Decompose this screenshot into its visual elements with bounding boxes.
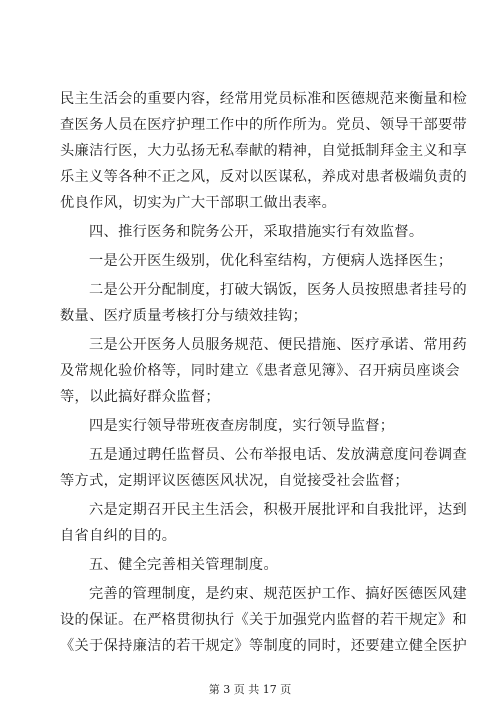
text-line: 优良作风，切实为广大干部职工做出表率。 <box>60 195 337 211</box>
text-line: 一是公开医生级别，优化科室结构，方便病人选择医生； <box>89 253 453 269</box>
text-line: 完善的管理制度，是约束、规范医护工作、搞好医德医风建 <box>89 586 467 602</box>
text-line: 数量、医疗质量考核打分与绩效挂钩； <box>60 308 308 324</box>
text-line: 头廉洁行医，大力弘扬无私奉献的精神，自觉抵制拜金主义和享 <box>60 143 468 159</box>
text-line: 查医务人员在医疗护理工作中的所作所为。党员、领导干部要带 <box>60 117 468 133</box>
page-footer: 第 3 页 共 17 页 <box>208 683 292 696</box>
section-heading: 四、推行医务和院务公开，采取措施实行有效监督。 <box>89 224 424 240</box>
text-line: 等，以此搞好群众监督； <box>60 389 220 405</box>
text-line: 民主生活会的重要内容，经常用党员标准和医德规范来衡量和检 <box>60 91 468 107</box>
text-line: 等方式，定期评议医德医风状况，自觉接受社会监督； <box>60 473 409 489</box>
section-heading: 五、健全完善相关管理制度。 <box>89 557 278 573</box>
text-line: 三是公开医务人员服务规范、便民措施、医疗承诺、常用药 <box>89 337 467 353</box>
text-line: 二是公开分配制度，打破大锅饭，医务人员按照患者挂号的 <box>89 282 467 298</box>
text-line: 《关于保持廉洁的若干规定》等制度的同时，还要建立健全医护 <box>60 638 468 654</box>
text-line: 设的保证。在严格贯彻执行《关于加强党内监督的若干规定》和 <box>60 612 468 628</box>
text-line: 乐主义等各种不正之风，反对以医谋私，养成对患者极端负责的 <box>60 169 468 185</box>
text-line: 六是定期召开民主生活会，积极开展批评和自我批评，达到 <box>89 502 467 518</box>
text-line: 及常规化验价格等，同时建立《患者意见簿》、召开病员座谈会 <box>60 363 460 379</box>
text-line: 自省自纠的目的。 <box>60 528 177 544</box>
text-line: 五是通过聘任监督员、公布举报电话、发放满意度问卷调查 <box>89 447 467 463</box>
text-line: 四是实行领导带班夜查房制度，实行领导监督； <box>89 418 395 434</box>
